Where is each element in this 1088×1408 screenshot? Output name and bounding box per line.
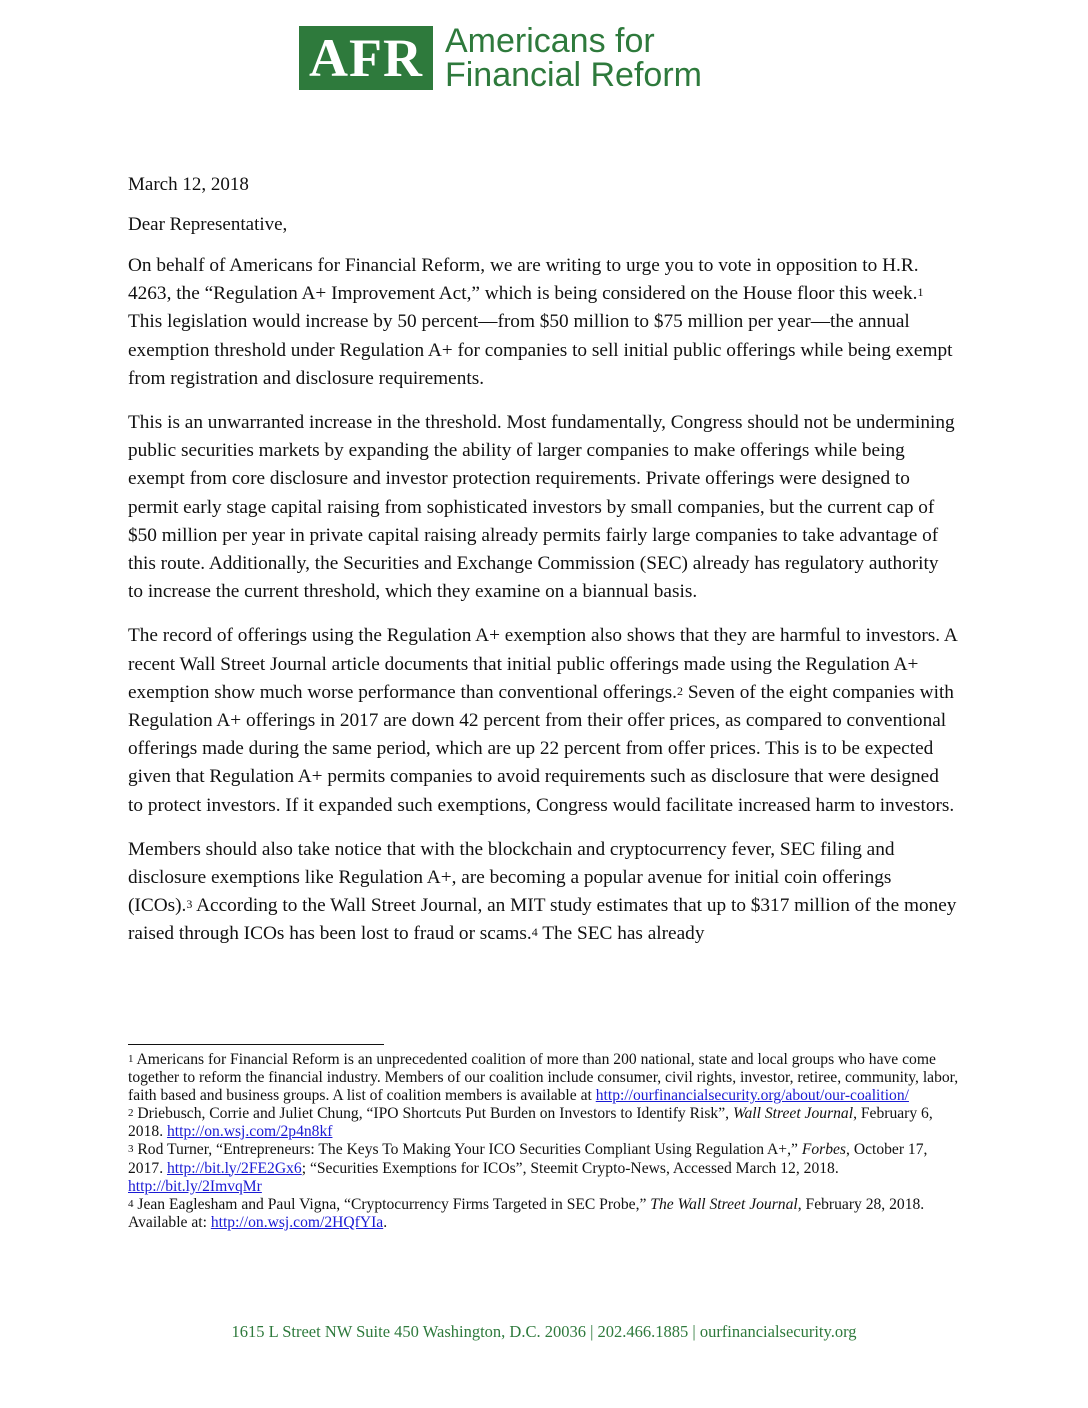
paragraph-1-text-b: This legislation would increase by 50 percent—from $50 million to $75 million per year—the annual exemption threshold under Regulation A+ for companies to sell initial public offerings while being exempt from registration and disclosure requirements. — [128, 311, 953, 389]
footnote-3-publication: Forbes — [801, 1141, 847, 1159]
paragraph-4-text-b: According to the Wall Street Journal, an MIT study estimates that up to $317 million of the money raised through ICOs has been lost to fraud or scams. — [128, 895, 957, 945]
paragraph-3 — [128, 622, 958, 819]
footnote-3-middle: ; “Securities Exemptions for ICOs”, Steemit Crypto-News, Accessed March 12, 2018. — [301, 1159, 839, 1177]
footnote-2-link[interactable]: http://on.wsj.com/2p4n8kf — [166, 1123, 333, 1141]
footnote-4-date: , February 28, 2018. Available at: — [128, 1195, 925, 1231]
logo-abbr: AFR — [299, 26, 433, 90]
footnote-1-link[interactable]: http://ourfinancialsecurity.org/about/our-coalition/ — [595, 1087, 909, 1105]
footnote-1-number: 1 — [128, 1053, 134, 1065]
footnote-4 — [128, 1196, 963, 1232]
paragraph-4-text-a: Members should also take notice that with the blockchain and cryptocurrency fever, SEC filing and disclosure exemptions like Regulation A+, are becoming a popular avenue for initial coin offerings (ICOs). — [128, 838, 895, 917]
paragraph-3-text-b: Seven of the eight companies with Regulation A+ offerings in 2017 are down 42 percent from their offer prices, as compared to conventional offerings made during the same period, which are up 22 percent from offer prices. This is to be expected given that Regulation A+ permits companies to avoid requirements such as disclosure that were designed to protect investors. If it expanded such exemptions, Congress would facilitate increased harm to investors. — [128, 681, 955, 816]
footnote-ref-1[interactable]: 1 — [917, 285, 924, 300]
footnote-2 — [128, 1105, 963, 1141]
paragraph-2: This is an unwarranted increase in the threshold. Most fundamentally, Congress should not be undermining public securities markets by expanding the ability of larger companies to make offerings while being exempt from core disclosure and investor protection requirements. Private offerings were designed to permit early stage capital raising from sophisticated investors by small companies, but the current cap of $50 million per year in private capital raising already permits fairly large companies to take advantage of this route. Additionally, the Securities and Exchange Commission (SEC) already has regulatory authority to increase the current threshold, which they examine on a biannual basis. — [128, 412, 955, 603]
afr-logo — [299, 22, 702, 94]
paragraph-3-text-a: The record of offerings using the Regulation A+ exemption also shows that they are harmful to investors. A recent Wall Street Journal article documents that initial public offerings made using the Regulation A+ exemption show much worse performance than conventional offerings. — [128, 625, 957, 703]
footnote-2-date: , February 6, 2018. — [128, 1105, 933, 1141]
footnote-3-date: , October 17, 2017. — [128, 1141, 928, 1177]
logo-line-2: Financial Reform — [444, 56, 702, 94]
footnote-4-number: 4 — [128, 1197, 134, 1210]
logo-wordmark — [445, 24, 702, 92]
footnote-3-number: 3 — [128, 1143, 134, 1156]
letter-date: March 12, 2018 — [128, 174, 249, 195]
letter-body — [128, 172, 958, 965]
paragraph-4-text-c: The SEC has already — [537, 923, 705, 945]
salutation: Dear Representative, — [128, 214, 288, 235]
footnote-4-publication: The Wall Street Journal — [650, 1195, 798, 1213]
footnote-ref-3[interactable]: 3 — [186, 897, 193, 912]
footnote-4-end: . — [383, 1213, 388, 1231]
address-footer: 1615 L Street NW Suite 450 Washington, D.C. 20036 | 202.466.1885 | ourfinancialsecurity.org — [231, 1322, 857, 1341]
paragraph-1 — [128, 252, 958, 393]
footnote-divider — [128, 1044, 384, 1045]
footnote-ref-4[interactable]: 4 — [531, 925, 538, 940]
footnotes — [128, 1051, 963, 1232]
footnote-1 — [128, 1051, 963, 1105]
footnote-3-link-1[interactable]: http://bit.ly/2FE2Gx6 — [166, 1159, 302, 1177]
footnote-4-text: Jean Eaglesham and Paul Vigna, “Cryptocurrency Firms Targeted in SEC Probe,” — [133, 1195, 651, 1213]
paragraph-4 — [128, 836, 958, 949]
footnote-2-number: 2 — [128, 1107, 134, 1120]
footnote-3 — [128, 1141, 963, 1195]
footnote-2-publication: Wall Street Journal — [732, 1105, 854, 1123]
footnote-4-link[interactable]: http://on.wsj.com/2HQfYIa — [210, 1213, 384, 1231]
paragraph-1-text-a: On behalf of Americans for Financial Reform, we are writing to urge you to vote in opposition to H.R. 4263, the “Regulation A+ Improvement Act,” which is being considered on the House floor this week. — [128, 255, 919, 305]
footnote-3-text: Rod Turner, “Entrepreneurs: The Keys To Making Your ICO Securities Compliant Using Regulation A+,” — [133, 1141, 802, 1159]
footnote-3-link-2[interactable]: http://bit.ly/2ImvqMr — [128, 1177, 262, 1195]
logo-line-1: Americans for — [444, 22, 655, 60]
footnote-1-text: Americans for Financial Reform is an unprecedented coalition of more than 200 national, state and local groups who have come together to reform the financial industry. Members of our coalition include consumer, civil rights, investor, retiree, community, labor, faith based and business groups. A list of coalition members is available at — [128, 1051, 959, 1105]
footnote-ref-2[interactable]: 2 — [677, 683, 683, 698]
footnote-2-text: Driebusch, Corrie and Juliet Chung, “IPO Shortcuts Put Burden on Investors to Identify Risk”, — [133, 1105, 733, 1123]
